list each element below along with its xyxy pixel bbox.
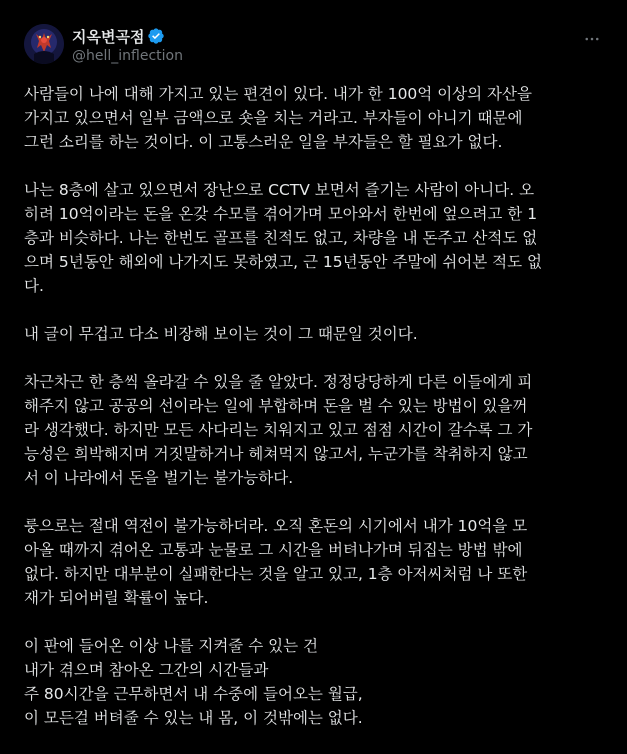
- post-paragraph: [24, 82, 604, 154]
- author-display-name[interactable]: 지옥변곡점: [72, 27, 145, 46]
- post-paragraph: [24, 634, 604, 730]
- post-paragraph: [24, 178, 604, 298]
- post-paragraph: [24, 322, 604, 346]
- avatar-image: [24, 24, 64, 64]
- post-line: 능성은 희박해지며 거짓말하거나 헤쳐먹지 않고서, 누군가를 착취하지 않고: [24, 445, 528, 463]
- post-header: [24, 24, 603, 68]
- post-line: 라 생각했다. 하지만 모든 사다리는 치워지고 있고 점점 시간이 갈수록 그 가: [24, 421, 533, 439]
- post-line: 내 글이 무겁고 다소 비장해 보이는 것이 그 때문일 것이다.: [24, 325, 418, 343]
- post-line: 룽으로는 절대 역전이 불가능하더라. 오직 혼돈의 시기에서 내가 10억을 모: [24, 517, 528, 535]
- author-handle[interactable]: @hell_inflection: [72, 48, 183, 64]
- post-line: 차근차근 한 층씩 올라갈 수 있을 줄 알았다. 정정당당하게 다른 이들에게 피: [24, 373, 533, 391]
- post-line: 가지고 있으면서 일부 금액으로 숏을 치는 거라고. 부자들이 아니기 때문에: [24, 109, 523, 127]
- post-line: 다.: [24, 277, 44, 295]
- post-line: 내가 겪으며 참아온 그간의 시간들과: [24, 661, 269, 679]
- post-line: 층과 비슷하다. 나는 한번도 골프를 친적도 없고, 차량을 내 돈주고 산적도 없: [24, 229, 538, 247]
- avatar[interactable]: [24, 24, 64, 64]
- post-line: 사람들이 나에 대해 가지고 있는 편견이 있다. 내가 한 100억 이상의 자산을: [24, 85, 532, 103]
- post-line: 이 판에 들어온 이상 나를 지켜줄 수 있는 건: [24, 637, 318, 655]
- post-line: 이 모든걸 버텨줄 수 있는 내 몸, 이 것밖에는 없다.: [24, 709, 363, 727]
- post-paragraph: [24, 514, 604, 610]
- post-line: 그런 소리를 하는 것이다. 이 고통스러운 일을 부자들은 할 필요가 없다.: [24, 133, 503, 151]
- verified-badge-icon[interactable]: [147, 27, 165, 45]
- post-paragraph: [24, 370, 604, 490]
- display-name-row: [72, 26, 183, 46]
- post-line: 나는 8층에 살고 있으면서 장난으로 CCTV 보면서 즐기는 사람이 아니다. 오: [24, 181, 535, 199]
- post-line: 히려 10억이라는 돈을 온갖 수모를 겪어가며 모아와서 한번에 엎으려고 한 1: [24, 205, 538, 223]
- post-line: 으며 5년동안 해외에 나가지도 못하였고, 근 15년동안 주말에 쉬어본 적도 없: [24, 253, 543, 271]
- post-line: 주 80시간을 근무하면서 내 수중에 들어오는 월급,: [24, 685, 363, 703]
- author-names: [72, 26, 183, 64]
- post-line: 해주지 않고 공공의 선이라는 일에 부합하며 돈을 벌 수 있는 방법이 있을꺼: [24, 397, 528, 415]
- more-options-icon[interactable]: [581, 28, 603, 50]
- post-line: 아올 때까지 겪어온 고통과 눈물로 그 시간을 버텨나가며 뒤집는 방법 밖에: [24, 541, 523, 559]
- post-line: 재가 되어버릴 확률이 높다.: [24, 589, 209, 607]
- post-line: 서 이 나라에서 돈을 벌기는 불가능하다.: [24, 469, 294, 487]
- post-line: 없다. 하지만 대부분이 실패한다는 것을 알고 있고, 1층 아저씨처럼 나 또한: [24, 565, 528, 583]
- post-text: [24, 82, 604, 754]
